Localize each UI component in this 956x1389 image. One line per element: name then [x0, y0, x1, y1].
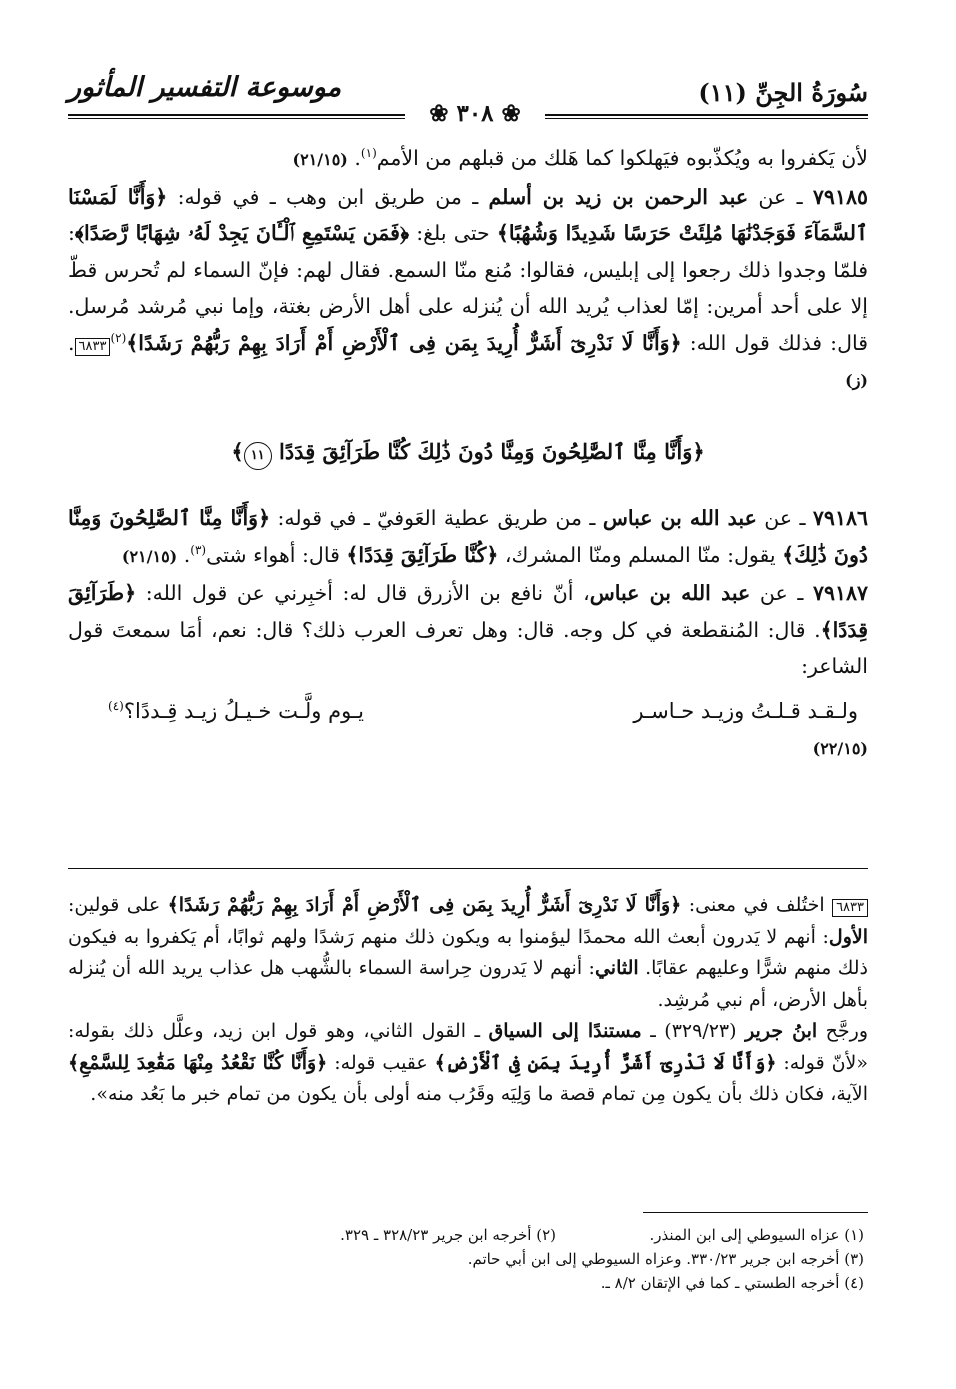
notes-separator	[68, 868, 868, 869]
footnote-4: (٤) أخرجه الطستي ـ كما في الإتقان ٨/٢ ـ.	[600, 1274, 864, 1292]
hadith-number: ٧٩١٨٧	[812, 581, 868, 605]
intro-line: لأن يَكفروا به ويُكذّبوه فيَهلكوا كما هَلك من قبلهم من الأمم$^{(١)}$. (٢١/١٥)	[292, 146, 868, 170]
footnote-2: (٢) أخرجه ابن جرير ٣٢٨/٢٣ ـ ٣٢٩.	[340, 1226, 556, 1244]
footnote-1: (١) عزاه السيوطي إلى ابن المنذر.	[649, 1226, 864, 1244]
poem-first-hemistich: ولـقـد قـلـتُ وزيـد حـاسـر	[633, 698, 858, 723]
footnote-separator	[643, 1212, 868, 1213]
reference: (٢٢/١٥)	[812, 739, 868, 758]
reference-line	[68, 729, 868, 768]
scholar-name: ابنُ جرير	[745, 1020, 818, 1042]
hadith-79186: ٧٩١٨٦ ـ عن عبد الله بن عباس ـ من طريق عطية العَوفيّ ـ في قوله: ﴿وَأَنَّا مِنَّا ٱلصَّٰلِحُونَ وَمِنَّا دُونَ ذَٰلِكَ﴾ يقول: منّا المسلم ومنّا المشرك، ﴿كُنَّا طَرَآئِقَ قِدَدًا﴾ قال: أهواء شتى$^{(٣)}$. (٢١/١٥)	[68, 506, 868, 567]
page-number: ❀ ٣٠٨ ❀	[405, 100, 545, 127]
opinion-label: الثاني	[594, 957, 639, 979]
footnote-marker: (٢)	[110, 330, 127, 345]
hadith-number: ٧٩١٨٥	[812, 184, 868, 209]
ayah-number: ١١	[244, 442, 272, 470]
quran-quote: ﴿فَمَن يَسْتَمِعِ ٱلْـَٔانَ يَجِدْ لَهُۥ شِهَابًا رَّصَدًا﴾	[74, 221, 410, 245]
reference: (٢١/١٥)	[121, 546, 178, 566]
poem-second-hemistich: يـوم ولَّـت خـيـلُ زيـد قِـددًا؟$^{(٤)}$	[108, 698, 364, 723]
quran-quote: ﴿وَأَنَّا كُنَّا نَقْعُدُ مِنْهَا مَقَٰعِدَ لِلسَّمْعِ﴾	[68, 1051, 328, 1074]
hadith-79185: ٧٩١٨٥ ـ عن عبد الرحمن بن زيد بن أسلم ـ من طريق ابن وهب ـ في قوله: ﴿وَأَنَّا لَمَسْنَا ٱلسَّمَآءَ فَوَجَدْنَٰهَا مُلِئَتْ حَرَسًا شَدِيدًا وَشُهُبًا﴾ حتى بلغ: ﴿فَمَن يَسْتَمِعِ ٱلْـَٔانَ يَجِدْ لَهُۥ شِهَابًا رَّصَدًا﴾: فلمّا وجدوا ذلك رجعوا إلى إبليس، فقالوا: مُنع منّا السمع. فقال لهم: فإنّ السماء لم تُحرس قطّ إلا على أحد أمرين: إمّا لعذاب يُريد الله أن يُنزله على أهل الأرض بغتة، وإما نبي مُرشد مُرسل. قال: فذلك قول الله: ﴿وَأَنَّا لَا نَدْرِىٓ أَشَرٌّ أُرِيدَ بِمَن فِى ٱلْأَرْضِ أَمْ أَرَادَ بِهِمْ رَبُّهُمْ رَشَدًا﴾$^{(٢)}$٦٨٣٣. (ز)	[68, 184, 869, 390]
quran-quote: ﴿طَرَآئِقَ قِدَدًا﴾	[68, 581, 868, 642]
verse-heading: ﴿وَأَنَّا مِنَّا ٱلصَّٰلِحُونَ وَمِنَّا دُونَ ذَٰلِكَ كُنَّا طَرَآئِقَ قِدَدًا ١١﴾	[68, 434, 868, 471]
main-text	[68, 140, 868, 768]
method-label: مستندًا إلى السياق	[488, 1020, 642, 1042]
note-box-number: ٦٨٣٣	[832, 899, 868, 917]
note-paragraph: ورجَّح ابنُ جرير (٣٢٩/٢٣) ـ مستندًا إلى السياق ـ القول الثاني، وهو قول ابن زيد، وعلَّل ذلك بقوله: «لأنّ قوله: ﴿وَأَنَّا لَا نَدْرِىٓ أَشَرٌّ أُرِيدَ بِمَن فِى ٱلْأَرْضِ﴾ عقيب قوله: ﴿وَأَنَّا كُنَّا نَقْعُدُ مِنْهَا مَقَٰعِدَ لِلسَّمْعِ﴾ الآية، فكان ذلك بأن يكون مِن تمام قصة ما وَلِيَه وقَرُب منه أولى بأن يكون من تمام خبر ما بَعُد منه».	[68, 1020, 869, 1105]
poem-verse	[68, 693, 868, 730]
quran-quote: ﴿كُنَّا طَرَآئِقَ قِدَدًا﴾	[346, 542, 499, 567]
hadith-79187: ٧٩١٨٧ ـ عن عبد الله بن عباس، أنّ نافع بن الأزرق قال له: أخبِرني عن قول الله: ﴿طَرَآئِقَ قِدَدًا﴾. قال: المُنقطعة في كل وجه. قال: وهل تعرف العرب ذلك؟ قال: نعم، أمَا سمعتَ قول الشاعر:	[68, 581, 868, 678]
hadith-number: ٧٩١٨٦	[812, 506, 868, 530]
opinion-label: الأول	[828, 925, 868, 948]
note-box-number: ٦٨٣٣	[75, 338, 111, 356]
narrator-name: عبد الرحمن بن زيد بن أسلم	[488, 184, 749, 209]
note-paragraph: ٦٨٣٣ اختُلف في معنى: ﴿وَأَنَّا لَا نَدْرِىٓ أَشَرٌّ أُرِيدَ بِمَن فِى ٱلْأَرْضِ أَمْ أَرَادَ بِهِمْ رَبُّهُمْ رَشَدًا﴾ على قولين: الأول: أنهم لا يَدرون أبعث الله محمدًا ليؤمنوا به ويكون ذلك منهم رَشدًا ولهم ثوابًا، أم يَكفروا به فيكون ذلك منهم شرًّا وعليهم عقابًا. الثاني: أنهم لا يَدرون حِراسة السماء بالشُّهب هل عذاب يريد الله أن يُنزله بأهل الأرض، أم نبي مُرشِد.	[68, 894, 868, 1011]
commentary-note	[68, 890, 868, 1111]
book-title: موسوعة التفسير المأثور	[68, 72, 342, 103]
footnote-marker: (٣)	[190, 542, 207, 557]
quran-quote: ﴿وَأَنَّا مِنَّا ٱلصَّٰلِحُونَ وَمِنَّا دُونَ ذَٰلِكَ﴾	[68, 506, 868, 567]
quran-quote: ﴿وَأَنَّا لَا نَدْرِىٓ أَشَرٌّ أُرِيدَ بِمَن فِى ٱلْأَرْضِ أَمْ أَرَادَ بِهِمْ رَبُّهُمْ رَشَدًا﴾	[126, 330, 682, 355]
reference: (٢١/١٥)	[292, 150, 348, 169]
footnote-marker: (٤)	[108, 698, 124, 713]
reference: (ز)	[845, 371, 868, 390]
narrator-name: عبد الله بن عباس	[589, 581, 751, 605]
surah-title: سُورَةُ الجِنِّ (١١)	[698, 78, 868, 107]
quran-quote: ﴿وَأَنَّا لَا نَدْرِىٓ أَشَرٌّ أُرِيدَ بِمَن فِى ٱلْأَرْضِ أَمْ أَرَادَ بِهِمْ رَبُّهُمْ رَشَدًا﴾	[167, 894, 682, 916]
quran-quote: ﴿وَأَنَّا لَا نَدْرِىٓ أَشَرٌّ أُرِيدَ بِمَن فِى ٱلْأَرْضِ﴾	[434, 1051, 777, 1074]
footnote-3: (٣) أخرجه ابن جرير ٣٣٠/٢٣. وعزاه السيوطي إلى ابن أبي حاتم.	[467, 1250, 864, 1268]
footnote-marker: (١)	[360, 146, 377, 161]
narrator-name: عبد الله بن عباس	[602, 506, 757, 530]
quran-quote: ﴿وَأَنَّا لَمَسْنَا ٱلسَّمَآءَ فَوَجَدْنَٰهَا مُلِئَتْ حَرَسًا شَدِيدًا وَشُهُبًا﴾	[68, 184, 868, 245]
